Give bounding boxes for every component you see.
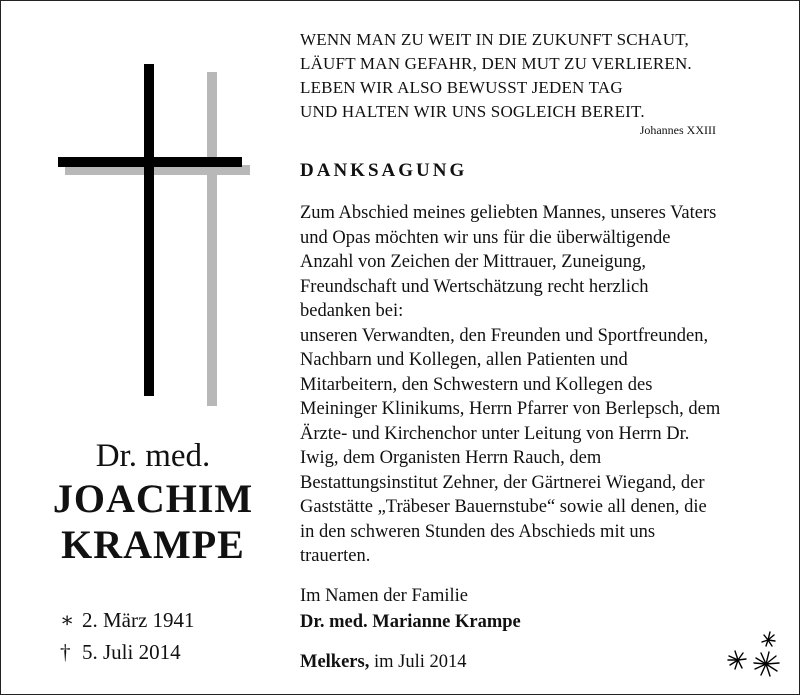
text-line: unseren Verwandten, den Freunden und Sportfreunden, <box>300 325 709 346</box>
text-line: in den schweren Stunden des Abschieds mit uns <box>300 521 656 542</box>
death-date-line <box>60 636 195 668</box>
birth-date-line <box>60 604 195 636</box>
dandelion-flowers-icon <box>716 630 788 682</box>
life-dates <box>60 604 195 668</box>
death-date: 5. Juli 2014 <box>82 640 181 664</box>
text-line: Anzahl von Zeichen der Mittrauer, Zuneigung, <box>300 252 647 272</box>
birth-symbol-icon: ∗ <box>60 608 75 632</box>
text-line: Meininger Klinikums, Herrn Pfarrer von Berlepsch, dem <box>300 399 721 419</box>
text-line: Mitarbeitern, den Schwestern und Kollegen des <box>300 374 653 395</box>
text-line: Iwig, dem Organisten Herrn Rauch, dem <box>300 448 602 468</box>
text-line: Gaststätte „Träbeser Bauernstube“ sowie all denen, die <box>300 497 707 517</box>
signature-intro: Im Namen der Familie <box>300 586 468 606</box>
deceased-first-name: JOACHIM <box>52 476 254 521</box>
quote-line: UND HALTEN WIR UNS SOGLEICH BEREIT. <box>300 102 645 121</box>
deceased-title: Dr. med. <box>95 438 211 474</box>
text-line: Freundschaft und Wertschätzung recht herzlich <box>300 276 649 297</box>
signature-name: Dr. med. Marianne Krampe <box>300 612 521 632</box>
place-date <box>300 650 467 674</box>
text-line: Ärzte- und Kirchenchor unter Leitung von Herrn Dr. <box>300 423 690 444</box>
text-line: bedanken bei: <box>300 301 404 321</box>
quote-line: LEBEN WIR ALSO BEWUSST JEDEN TAG <box>300 78 623 97</box>
quote <box>300 28 730 124</box>
quote-line: LÄUFT MAN GEFAHR, DEN MUT ZU VERLIEREN. <box>300 54 692 73</box>
text-line: Nachbarn und Kollegen, allen Patienten und <box>300 350 628 370</box>
thanks-text <box>300 201 780 569</box>
death-symbol-icon: † <box>60 640 71 664</box>
heading: DANKSAGUNG <box>300 160 468 181</box>
place: Melkers, <box>300 652 370 672</box>
quote-author: Johannes XXIII <box>639 123 716 137</box>
text-line: und Opas möchten wir uns für die überwältigende <box>300 227 671 248</box>
date: im Juli 2014 <box>373 652 467 672</box>
text-line: Bestattungsinstitut Zehner, der Gärtnerei Wiegand, der <box>300 472 705 493</box>
text-line: Zum Abschied meines geliebten Mannes, unseres Vaters <box>300 203 717 223</box>
birth-date: 2. März 1941 <box>82 608 195 632</box>
quote-line: WENN MAN ZU WEIT IN DIE ZUKUNFT SCHAUT, <box>300 30 690 49</box>
deceased-last-name: KRAMPE <box>61 522 245 567</box>
deceased-name-block <box>18 436 288 568</box>
text-line: trauerten. <box>300 546 371 566</box>
cross-icon <box>55 64 255 409</box>
